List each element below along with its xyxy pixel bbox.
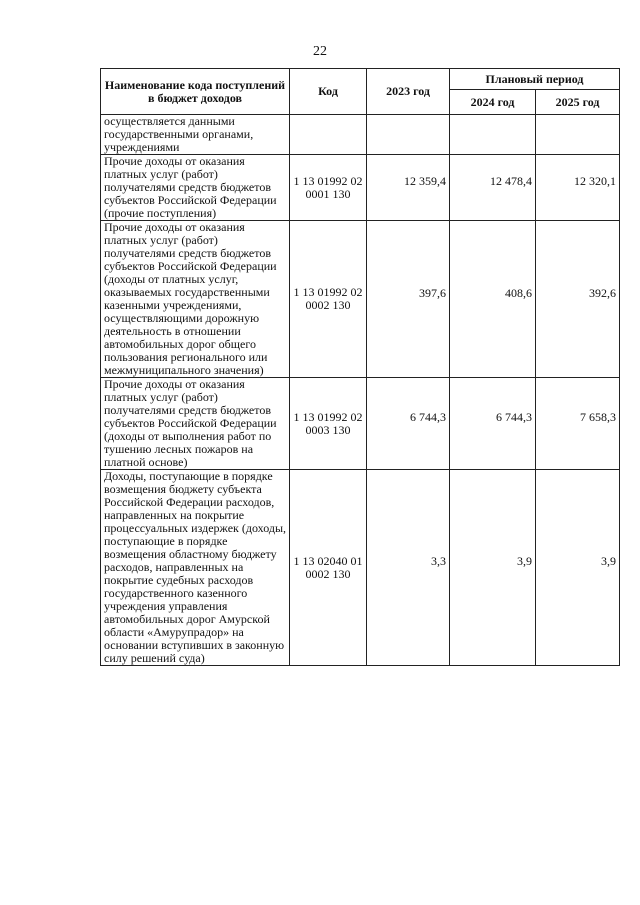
row-value-2025: 12 320,1 — [536, 155, 620, 221]
row-value-2023: 397,6 — [367, 221, 450, 378]
row-name: Прочие доходы от оказания платных услуг (работ) получателями средств бюджетов субъектов Российской Федерации (доходы от выполнения работ по тушению лесных пожаров на платной основе) — [101, 378, 290, 470]
row-value-2024: 408,6 — [450, 221, 536, 378]
row-name: осуществляется данными государственными органами, учреждениями — [101, 115, 290, 155]
page-number: 22 — [313, 44, 327, 59]
header-2024: 2024 год — [450, 90, 536, 115]
row-value-2023: 6 744,3 — [367, 378, 450, 470]
row-value-2023: 12 359,4 — [367, 155, 450, 221]
row-value-2025: 392,6 — [536, 221, 620, 378]
row-code — [290, 115, 367, 155]
header-code: Код — [290, 69, 367, 115]
row-value-2023: 3,3 — [367, 470, 450, 666]
row-value-2025: 7 658,3 — [536, 378, 620, 470]
revenue-table — [100, 68, 620, 666]
header-2023: 2023 год — [367, 69, 450, 115]
row-code: 1 13 01992 02 0003 130 — [290, 378, 367, 470]
table-row — [101, 115, 620, 155]
table-row — [101, 378, 620, 470]
table-row — [101, 470, 620, 666]
table-row — [101, 155, 620, 221]
row-value-2024: 6 744,3 — [450, 378, 536, 470]
row-value-2023 — [367, 115, 450, 155]
row-name: Прочие доходы от оказания платных услуг (работ) получателями средств бюджетов субъектов Российской Федерации (прочие поступления) — [101, 155, 290, 221]
header-2025: 2025 год — [536, 90, 620, 115]
table-row — [101, 221, 620, 378]
row-code: 1 13 01992 02 0002 130 — [290, 221, 367, 378]
row-value-2024 — [450, 115, 536, 155]
row-code: 1 13 02040 01 0002 130 — [290, 470, 367, 666]
row-name: Доходы, поступающие в порядке возмещения бюджету субъекта Российской Федерации расходов, направленных на покрытие процессуальных издержек (доходы, поступающие в порядке возмещения областному бюджету расходов, направленных на покрытие судебных расходов государственного казенного учреждения управления автомобильных дорог Амурской области «Амурупрадор» на основании вступивших в законную силу решений суда) — [101, 470, 290, 666]
row-value-2024: 3,9 — [450, 470, 536, 666]
header-planned-period: Плановый период — [450, 69, 620, 90]
row-name: Прочие доходы от оказания платных услуг (работ) получателями средств бюджетов субъектов Российской Федерации (доходы от платных услуг, оказываемых государственными казенными учреждениями, осуществляющими дорожную деятельность в отношении автомобильных дорог общего пользования регионального или межмуниципального значения) — [101, 221, 290, 378]
row-value-2025: 3,9 — [536, 470, 620, 666]
row-value-2025 — [536, 115, 620, 155]
row-code: 1 13 01992 02 0001 130 — [290, 155, 367, 221]
row-value-2024: 12 478,4 — [450, 155, 536, 221]
header-name: Наименование кода поступлений в бюджет доходов — [101, 69, 290, 115]
